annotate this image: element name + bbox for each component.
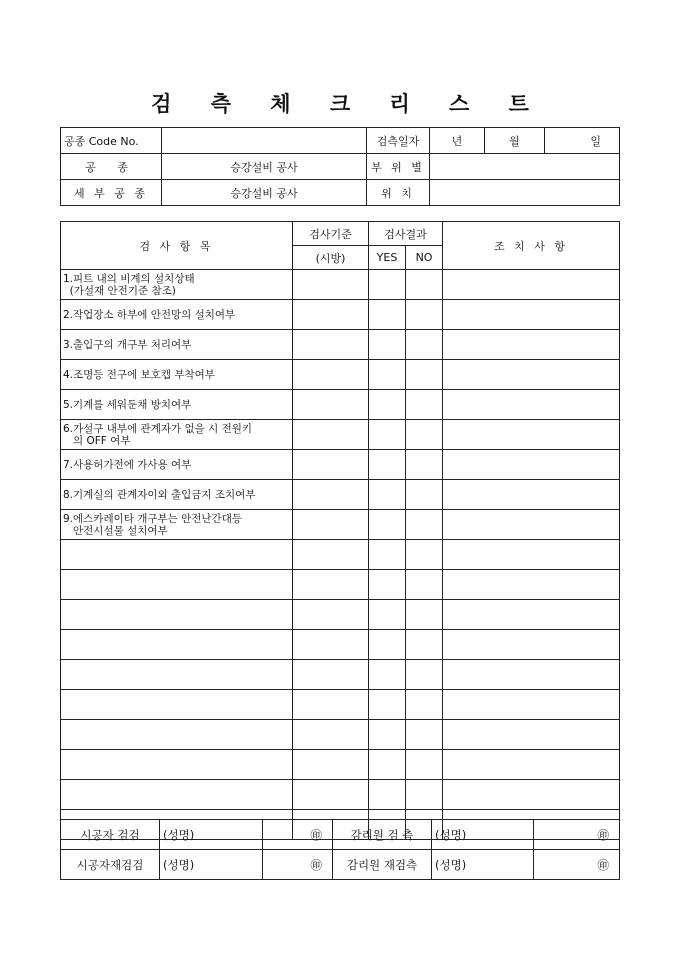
check-action[interactable] — [443, 360, 620, 390]
check-item: 1.피트 내의 비계의 설치상태 (가설재 안전기준 참조) — [61, 270, 293, 300]
check-action[interactable] — [443, 570, 620, 600]
date-label: 검측일자 — [367, 128, 430, 154]
check-no[interactable] — [406, 570, 443, 600]
signature-table — [60, 819, 620, 880]
seal-mark: ㊞ — [263, 850, 333, 880]
signer-name[interactable]: (성명) — [160, 850, 263, 880]
checklist-body — [61, 270, 620, 840]
check-action[interactable] — [443, 300, 620, 330]
location-label: 위 치 — [367, 180, 430, 206]
header-no: NO — [406, 246, 443, 270]
check-yes[interactable] — [369, 270, 406, 300]
part-value[interactable] — [430, 154, 620, 180]
check-item: 3.출입구의 개구부 처리여부 — [61, 330, 293, 360]
check-no[interactable] — [406, 600, 443, 630]
check-item — [61, 780, 293, 810]
checklist-row — [61, 750, 620, 780]
part-label: 부 위 별 — [367, 154, 430, 180]
date-year[interactable]: 년 — [430, 128, 485, 154]
header-result: 검사결과 — [369, 222, 443, 246]
check-yes[interactable] — [369, 300, 406, 330]
check-yes[interactable] — [369, 420, 406, 450]
check-no[interactable] — [406, 270, 443, 300]
check-no[interactable] — [406, 690, 443, 720]
check-standard[interactable] — [293, 780, 369, 810]
check-standard[interactable] — [293, 450, 369, 480]
check-no[interactable] — [406, 510, 443, 540]
check-yes[interactable] — [369, 780, 406, 810]
check-item — [61, 690, 293, 720]
checklist-row — [61, 420, 620, 450]
check-yes[interactable] — [369, 510, 406, 540]
check-action[interactable] — [443, 750, 620, 780]
check-yes[interactable] — [369, 450, 406, 480]
check-item: 4.조명등 전구에 보호캡 부착여부 — [61, 360, 293, 390]
check-item: 7.사용허가전에 가사용 여부 — [61, 450, 293, 480]
checklist-row — [61, 360, 620, 390]
check-yes[interactable] — [369, 690, 406, 720]
supervisor-name[interactable]: (성명) — [432, 820, 534, 850]
check-item: 5.기계를 세워둔채 방치여부 — [61, 390, 293, 420]
check-standard[interactable] — [293, 600, 369, 630]
checklist-row — [61, 720, 620, 750]
check-standard[interactable] — [293, 420, 369, 450]
check-no[interactable] — [406, 630, 443, 660]
document-title: 검 측 체 크 리 스 트 — [151, 91, 545, 116]
checklist-table — [60, 221, 620, 840]
check-standard[interactable] — [293, 660, 369, 690]
check-item — [61, 660, 293, 690]
check-standard[interactable] — [293, 510, 369, 540]
signature-row — [61, 820, 620, 850]
seal-mark: ㊞ — [534, 850, 620, 880]
supervisor-name[interactable]: (성명) — [432, 850, 534, 880]
check-standard[interactable] — [293, 360, 369, 390]
check-action[interactable] — [443, 780, 620, 810]
check-item — [61, 720, 293, 750]
check-yes[interactable] — [369, 480, 406, 510]
checklist-row — [61, 300, 620, 330]
signature-row — [61, 850, 620, 880]
check-item: 8.기계실의 관계자이외 출입금지 조치여부 — [61, 480, 293, 510]
checklist-row — [61, 390, 620, 420]
check-action[interactable] — [443, 450, 620, 480]
detail-label: 세 부 공 종 — [61, 180, 162, 206]
check-item — [61, 600, 293, 630]
check-action[interactable] — [443, 510, 620, 540]
seal-mark: ㊞ — [534, 820, 620, 850]
check-no[interactable] — [406, 360, 443, 390]
check-item: 6.가설구 내부에 관계자가 없을 시 전원키 의 OFF 여부 — [61, 420, 293, 450]
header-action: 조 치 사 항 — [443, 222, 620, 270]
check-standard[interactable] — [293, 570, 369, 600]
signer-label: 시공자 검검 — [61, 820, 160, 850]
checklist-row — [61, 660, 620, 690]
detail-value[interactable]: 승강설비 공사 — [162, 180, 367, 206]
header-yes: YES — [369, 246, 406, 270]
date-day[interactable]: 일 — [545, 128, 620, 154]
check-no[interactable] — [406, 540, 443, 570]
check-standard[interactable] — [293, 390, 369, 420]
check-item — [61, 540, 293, 570]
check-yes[interactable] — [369, 570, 406, 600]
check-yes[interactable] — [369, 600, 406, 630]
signer-label: 시공자재검검 — [61, 850, 160, 880]
header-standard: 검사기준 — [293, 222, 369, 246]
check-standard[interactable] — [293, 330, 369, 360]
header-item: 검 사 항 목 — [61, 222, 293, 270]
check-no[interactable] — [406, 390, 443, 420]
check-item — [61, 570, 293, 600]
work-label: 공 종 — [61, 154, 162, 180]
check-item — [61, 750, 293, 780]
check-yes[interactable] — [369, 660, 406, 690]
check-standard[interactable] — [293, 270, 369, 300]
check-action[interactable] — [443, 630, 620, 660]
check-item: 9.에스카레이타 개구부는 안전난간대등 안전시설물 설치여부 — [61, 510, 293, 540]
checklist-row — [61, 540, 620, 570]
signer-name[interactable]: (성명) — [160, 820, 263, 850]
check-yes[interactable] — [369, 630, 406, 660]
check-yes[interactable] — [369, 540, 406, 570]
check-standard[interactable] — [293, 540, 369, 570]
check-standard[interactable] — [293, 480, 369, 510]
checklist-row — [61, 570, 620, 600]
check-standard[interactable] — [293, 690, 369, 720]
checklist-row — [61, 270, 620, 300]
check-yes[interactable] — [369, 390, 406, 420]
checklist-row — [61, 690, 620, 720]
seal-mark: ㊞ — [263, 820, 333, 850]
code-label: 공종 Code No. — [61, 128, 162, 154]
check-action[interactable] — [443, 540, 620, 570]
checklist-row — [61, 630, 620, 660]
code-value[interactable] — [162, 128, 367, 154]
checklist-row — [61, 450, 620, 480]
check-action[interactable] — [443, 270, 620, 300]
check-no[interactable] — [406, 450, 443, 480]
check-no[interactable] — [406, 720, 443, 750]
check-no[interactable] — [406, 300, 443, 330]
check-action[interactable] — [443, 660, 620, 690]
check-yes[interactable] — [369, 720, 406, 750]
checklist-row — [61, 330, 620, 360]
location-value[interactable] — [430, 180, 620, 206]
check-no[interactable] — [406, 420, 443, 450]
check-action[interactable] — [443, 390, 620, 420]
check-no[interactable] — [406, 330, 443, 360]
check-no[interactable] — [406, 780, 443, 810]
check-item: 2.작업장소 하부에 안전망의 설치여부 — [61, 300, 293, 330]
check-action[interactable] — [443, 480, 620, 510]
check-action[interactable] — [443, 690, 620, 720]
check-standard[interactable] — [293, 720, 369, 750]
supervisor-label: 감리원 재검측 — [333, 850, 432, 880]
signature-body — [61, 820, 620, 880]
supervisor-label: 감리원 검 측 — [333, 820, 432, 850]
header-standard-sub: (시방) — [293, 246, 369, 270]
check-no[interactable] — [406, 750, 443, 780]
check-standard[interactable] — [293, 750, 369, 780]
check-no[interactable] — [406, 480, 443, 510]
check-yes[interactable] — [369, 360, 406, 390]
checklist-row — [61, 480, 620, 510]
checklist-row — [61, 600, 620, 630]
work-value[interactable]: 승강설비 공사 — [162, 154, 367, 180]
check-item — [61, 630, 293, 660]
check-action[interactable] — [443, 330, 620, 360]
info-table — [60, 127, 620, 206]
check-standard[interactable] — [293, 630, 369, 660]
check-standard[interactable] — [293, 300, 369, 330]
check-action[interactable] — [443, 720, 620, 750]
check-action[interactable] — [443, 420, 620, 450]
check-yes[interactable] — [369, 750, 406, 780]
check-no[interactable] — [406, 660, 443, 690]
checklist-row — [61, 510, 620, 540]
checklist-row — [61, 780, 620, 810]
date-month[interactable]: 월 — [485, 128, 545, 154]
check-action[interactable] — [443, 600, 620, 630]
check-yes[interactable] — [369, 330, 406, 360]
